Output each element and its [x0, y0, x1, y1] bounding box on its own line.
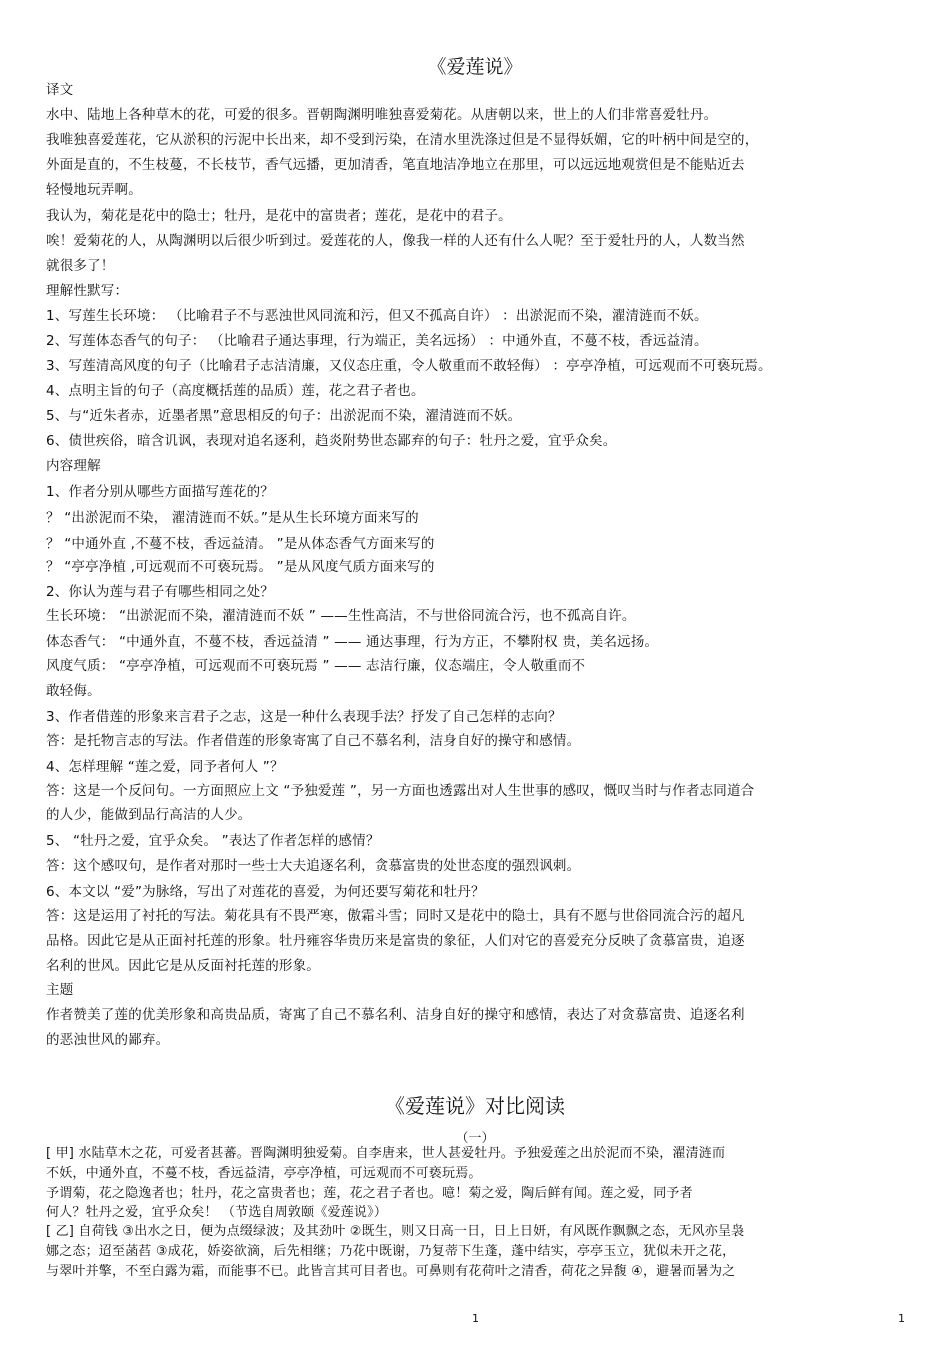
section-heading: 主题 — [46, 982, 74, 998]
text-line: 的人少，能做到品行高洁的人少。 — [46, 807, 252, 823]
text-line: [ 乙] 自荷钱 ③出水之日，便为点缀绿波；及其劲叶 ②既生，则又日高一日，日上日妍，有风既作飘飘之态，无风亦呈袅 — [46, 1224, 745, 1239]
section-heading: 内容理解 — [46, 458, 101, 474]
comparison-reading-title: 《爱莲说》对比阅读 — [385, 1094, 565, 1118]
text-line: 风度气质： “亭亭净植，可远观而不可亵玩焉 ” —— 志洁行廉，仪态端庄，令人敬重而不 — [46, 658, 586, 674]
text-line: 译文 — [46, 82, 74, 98]
text-line: 4、点明主旨的句子（高度概括莲的品质）莲，花之君子者也。 — [46, 383, 425, 399]
text-line: 我唯独喜爱莲花，它从淤积的污泥中长出来，却不受到污染，在清水里洗涤过但是不显得妖媚，它的叶柄中间是空的， — [46, 132, 759, 148]
text-line: 4、怎样理解 “莲之爱，同予者何人 ”？ — [46, 759, 284, 775]
text-line: 1、写莲生长环境： （比喻君子不与恶浊世风同流和污，但又不孤高自许） ：出淤泥而不染，濯清涟而不妖。 — [46, 308, 708, 324]
text-line: ？ “亭亭净植 ,可远观而不可亵玩焉。 ”是从风度气质方面来写的 — [46, 559, 435, 575]
text-line: 予谓菊，花之隐逸者也；牡丹，花之富贵者也；莲，花之君子者也。噫！菊之爱，陶后鲜有闻。莲之爱，同予者 — [46, 1186, 693, 1201]
text-line: 名利的世风。因此它是从反面衬托莲的形象。 — [46, 958, 320, 974]
text-line: ？ “中通外直 ,不蔓不枝，香远益清。 ”是从体态香气方面来写的 — [46, 536, 435, 552]
page-number: 1 — [472, 1312, 479, 1325]
text-line: 3、作者借莲的形象来言君子之志，这是一种什么表现手法？抒发了自己怎样的志向？ — [46, 709, 562, 725]
text-line: 6、债世疾俗，暗含讥讽，表现对追名逐利，趋炎附势世态鄙弃的句子：牡丹之爱，宜乎众矣。 — [46, 433, 617, 449]
text-line: 外面是直的，不生枝蔓，不长枝节，香气远播，更加清香，笔直地洁净地立在那里，可以远远地观赏但是不能贴近去 — [46, 157, 745, 173]
text-line: 1、作者分别从哪些方面描写莲花的？ — [46, 484, 274, 500]
text-line: 水中、陆地上各种草木的花，可爱的很多。晋朝陶渊明唯独喜爱菊花。从唐朝以来，世上的人们非常喜爱牡丹。 — [46, 107, 718, 123]
text-line: 我认为，菊花是花中的隐士；牡丹，是花中的富贵者；莲花，是花中的君子。 — [46, 208, 512, 224]
text-line: 答：这个感叹句，是作者对那时一些士大夫追逐名利，贪慕富贵的处世态度的强烈讽刺。 — [46, 858, 581, 874]
text-line: 品格。因此它是从正面衬托莲的形象。牡丹雍容华贵历来是富贵的象征，人们对它的喜爱充分反映了贪慕富贵，追逐 — [46, 933, 745, 949]
text-line: 敢轻侮。 — [46, 683, 101, 699]
text-line: 5、 “牡丹之爱，宜乎众矣。 ”表达了作者怎样的感情？ — [46, 833, 380, 849]
page-number-right: 1 — [898, 1312, 905, 1325]
text-line: 轻慢地玩弄啊。 — [46, 182, 142, 198]
text-line: 6、本文以 “爱”为脉络，写出了对莲花的喜爱，为何还要写菊花和牡丹？ — [46, 884, 485, 900]
section-heading: 理解性默写： — [46, 283, 129, 299]
text-line: 不妖，中通外直，不蔓不枝，香远益清，亭亭净植，可远观而不可亵玩焉。 — [46, 1166, 482, 1181]
text-line: 答：这是一个反问句。一方面照应上文 “予独爱莲 ”，另一方面也透露出对人生世事的感叹，慨叹当时与作者志同道合 — [46, 783, 755, 799]
text-line: 5、与“近朱者赤，近墨者黑”意思相反的句子：出淤泥而不染，濯清涟而不妖。 — [46, 408, 522, 424]
text-line: [ 甲] 水陆草木之花，可爱者甚蕃。晋陶渊明独爱菊。自李唐来，世人甚爱牡丹。予独爱莲之出於泥而不染，濯清涟而 — [46, 1146, 726, 1161]
text-line: 2、你认为莲与君子有哪些相同之处？ — [46, 584, 274, 600]
text-line: 作者赞美了莲的优美形象和高贵品质，寄寓了自己不慕名利、洁身自好的操守和感情，表达了对贪慕富贵、追逐名利 — [46, 1007, 745, 1023]
text-line: 体态香气： “中通外直，不蔓不枝，香远益清 ” —— 通达事理，行为方正，不攀附权 贵，美名远扬。 — [46, 634, 659, 650]
text-line: 生长环境： “出淤泥而不染，濯清涟而不妖 ” ——生性高洁，不与世俗同流合污，也不孤高自许。 — [46, 608, 636, 624]
text-line: 2、写莲体态香气的句子： （比喻君子通达事理，行为端正，美名远扬） ：中通外直，不蔓不枝，香远益清。 — [46, 333, 708, 349]
text-line: 答：这是运用了衬托的写法。菊花具有不畏严寒，傲霜斗雪；同时又是花中的隐士，具有不愿与世俗同流合污的超凡 — [46, 908, 745, 924]
text-line: 唉！爱菊花的人，从陶渊明以后很少听到过。爱莲花的人，像我一样的人还有什么人呢？至于爱牡丹的人，人数当然 — [46, 233, 745, 249]
text-line: ？ “出淤泥而不染， 濯清涟而不妖。”是从生长环境方面来写的 — [46, 510, 419, 526]
text-line: 何人？牡丹之爱，宜乎众矣！ （节选自周敦颐《爱莲说》） — [46, 1205, 388, 1220]
text-line: 与翠叶并擎，不至白露为霜，而能事不已。此皆言其可目者也。可鼻则有花荷叶之清香，荷花之异馥 ④，避暑而暑为之 — [46, 1264, 736, 1279]
text-line: 3、写莲清高风度的句子（比喻君子志洁清廉，又仪态庄重，令人敬重而不敢轻侮） ：亭亭净植，可远观而不可亵玩焉。 — [46, 358, 772, 374]
text-line: 娜之态；迢至菡萏 ③成花，娇姿欲滴，后先相继；乃花中既谢，乃复蒂下生蓬，蓬中结实，亭亭玉立，犹似未开之花， — [46, 1244, 736, 1259]
text-line: 就很多了！ — [46, 258, 115, 274]
text-line: 的恶浊世风的鄙弃。 — [46, 1032, 170, 1048]
document-title: 《爱莲说》 — [427, 56, 523, 78]
text-line: 答：是托物言志的写法。作者借莲的形象寄寓了自己不慕名利，洁身自好的操守和感情。 — [46, 733, 581, 749]
part-number: （一） — [455, 1131, 495, 1146]
